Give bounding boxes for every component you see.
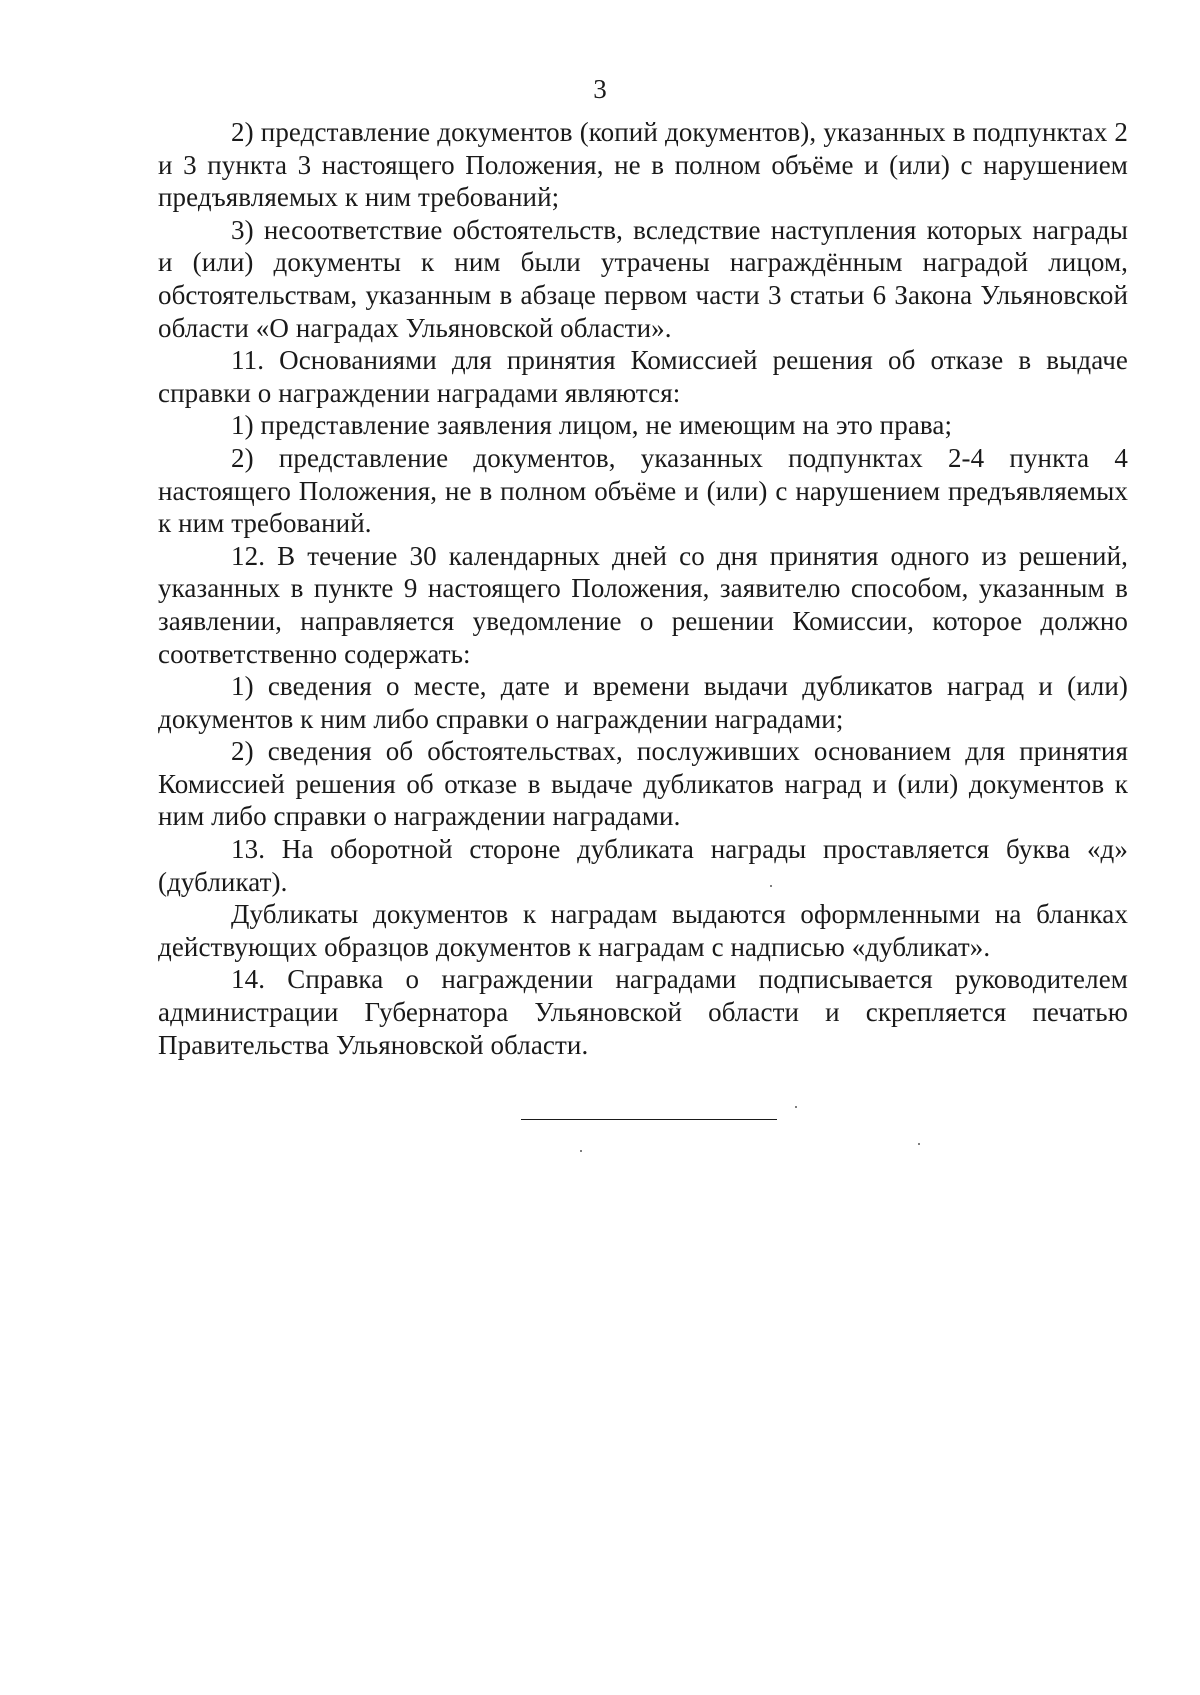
paragraph-clause-11-item-1: 1) представление заявления лицом, не имеющим на это права;: [231, 410, 953, 441]
paragraph-clause-14: 14. Справка о награждении наградами подписывается руководителем администрации Губернатора Ульяновской области и скрепляется печатью Правительства Ульяновской области.: [158, 964, 1128, 1060]
paragraph-clause-13: 13. На оборотной стороне дубликата награды проставляется буква «д» (дубликат).: [158, 834, 1128, 897]
paragraph-item-3-circumstances-mismatch: 3) несоответствие обстоятельств, вследствие наступления которых награды и (или) документы к ним были утрачены награждённым наградой лицом, обстоятельствам, указанным в абзаце первом части 3 статьи 6 Закона Ульяновской области «О наградах Ульяновской области».: [158, 214, 1128, 343]
scan-speck: [795, 1106, 797, 1108]
closing-divider: [521, 1119, 777, 1120]
scan-speck: [580, 1150, 582, 1152]
paragraph-duplicates-documents: Дубликаты документов к наградам выдаются оформленными на бланках действующих образцов документов к наградам с надписью «дубликат».: [158, 899, 1128, 962]
paragraph-clause-12-item-1: 1) сведения о месте, дате и времени выдачи дубликатов наград и (или) документов к ним либо справки о награждении наградами;: [158, 671, 1128, 734]
scan-speck: [770, 885, 772, 887]
page-number: 3: [593, 74, 607, 104]
paragraph-item-2-incomplete-documents: 2) представление документов (копий документов), указанных в подпунктах 2 и 3 пункта 3 настоящего Положения, не в полном объёме и (или) с нарушением предъявляемых к ним требований;: [158, 117, 1128, 213]
paragraph-clause-12-item-2: 2) сведения об обстоятельствах, послуживших основанием для принятия Комиссией решения об отказе в выдаче дубликатов наград и (или) документов к ним либо справки о награждении наградами.: [158, 736, 1128, 832]
paragraph-clause-11-item-2: 2) представление документов, указанных подпунктах 2-4 пункта 4 настоящего Положения, не в полном объёме и (или) с нарушением предъявляемых к ним требований.: [158, 442, 1128, 539]
paragraph-clause-12: 12. В течение 30 календарных дней со дня принятия одного из решений, указанных в пункте 9 настоящего Положения, заявителю способом, указанным в заявлении, направляется уведомление о решении Комиссии, которое должно соответственно содержать:: [158, 540, 1128, 669]
paragraph-clause-11: 11. Основаниями для принятия Комиссией решения об отказе в выдаче справки о награждении наградами являются:: [158, 345, 1128, 408]
scan-speck: [918, 1143, 920, 1145]
document-body: [158, 116, 1128, 1061]
